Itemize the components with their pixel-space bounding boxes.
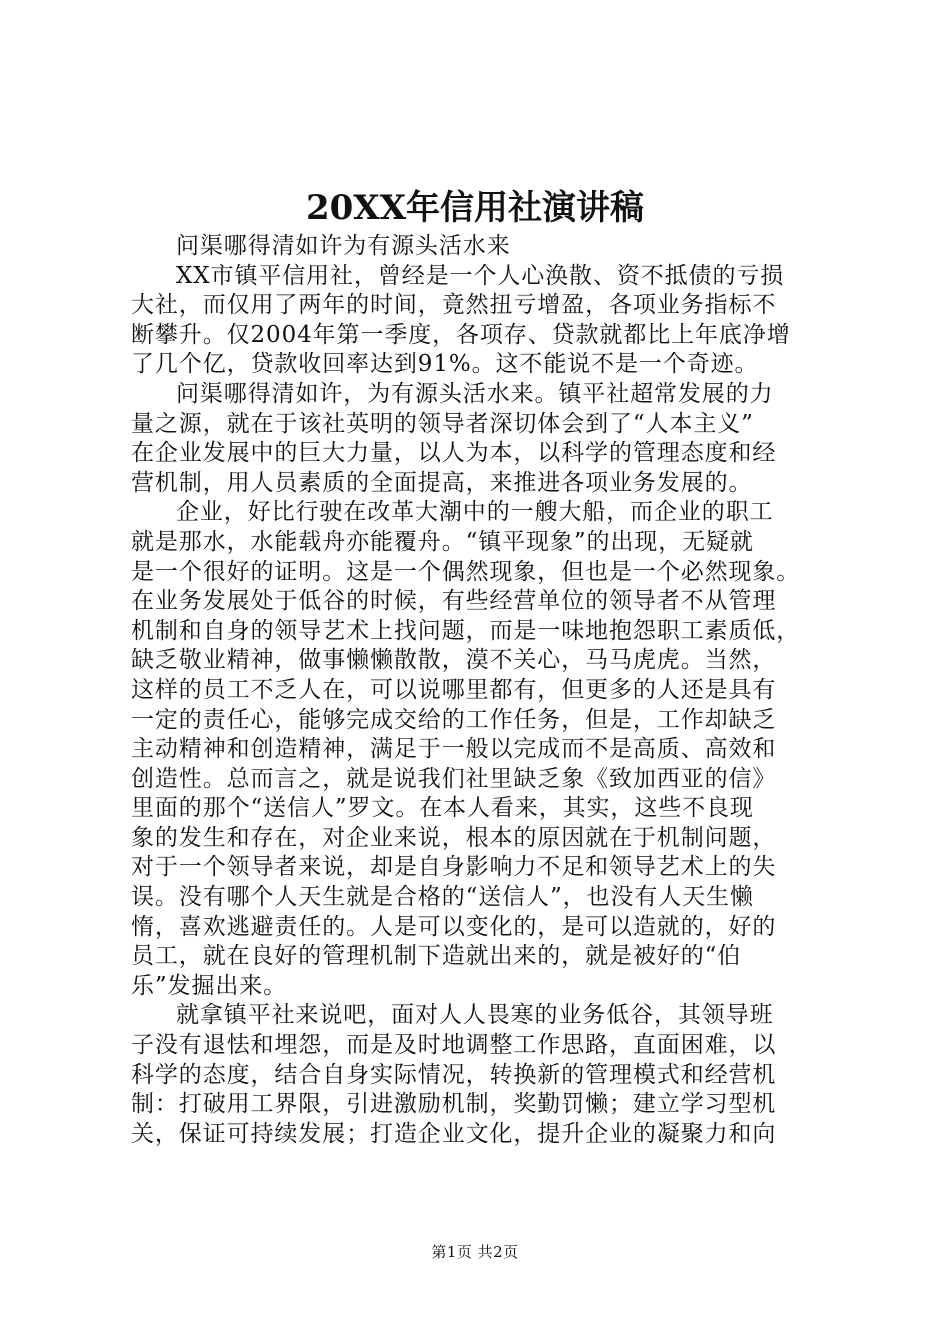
text-line: 就是那水，水能载舟亦能覆舟。“镇平现象”的出现，无疑就 xyxy=(131,528,754,555)
text-line: 在业务发展处于低谷的时候，有些经营单位的领导者不从管理 xyxy=(131,588,777,615)
text-line: 就拿镇平社来说吧，面对人人畏寒的业务低谷，其领导班 xyxy=(176,1002,774,1029)
text-line: 乐”发掘出来。 xyxy=(131,972,288,999)
text-line: 营机制，用人员素质的全面提高，来推进各项业务发展的。 xyxy=(131,469,753,496)
text-line: 大社，而仅用了两年的时间，竟然扭亏增盈，各项业务指标不 xyxy=(131,292,777,319)
document-title: 20XX年信用社演讲稿 xyxy=(305,188,645,228)
text-line: 企业，好比行驶在改革大潮中的一艘大船，而企业的职工 xyxy=(176,499,774,526)
text-line: 是一个很好的证明。这是一个偶然现象，但也是一个必然现象。 xyxy=(131,558,801,585)
text-line: XX市镇平信用社，曾经是一个人心涣散、资不抵债的亏损 xyxy=(176,262,785,289)
text-line: 问渠哪得清如许，为有源头活水来。镇平社超常发展的力 xyxy=(176,380,774,407)
text-line: 主动精神和创造精神，满足于一般以完成而不是高质、高效和 xyxy=(131,736,777,763)
text-line: 一定的责任心，能够完成交给的工作任务，但是，工作却缺乏 xyxy=(131,706,777,733)
text-line: 了几个亿，贷款收回率达到91%。这不能说不是一个奇迹。 xyxy=(131,351,759,378)
text-line: 断攀升。仅2004年第一季度，各项存、贷款就都比上年底净增 xyxy=(131,321,791,348)
text-line: 子没有退怯和埋怨，而是及时地调整工作思路，直面困难，以 xyxy=(131,1032,777,1059)
document-body xyxy=(131,232,833,1149)
text-line: 惰，喜欢逃避责任的。人是可以变化的，是可以造就的，好的 xyxy=(131,913,777,940)
text-line: 在企业发展中的巨大力量，以人为本，以科学的管理态度和经 xyxy=(131,440,777,467)
text-line: 对于一个领导者来说，却是自身影响力不足和领导艺术上的失 xyxy=(131,854,777,881)
text-line: 量之源，就在于该社英明的领导者深切体会到了“人本主义” xyxy=(131,410,754,437)
text-line: 象的发生和存在，对企业来说，根本的原因就在于机制问题， xyxy=(131,824,777,851)
page-footer: 第1页 共2页 xyxy=(431,1243,519,1261)
text-line: 创造性。总而言之，就是说我们社里缺乏象《致加西亚的信》 xyxy=(131,765,777,792)
text-line: 制：打破用工界限，引进激励机制，奖勤罚懒；建立学习型机 xyxy=(131,1091,777,1118)
text-line: 科学的态度，结合自身实际情况，转换新的管理模式和经营机 xyxy=(131,1061,777,1088)
text-line: 误。没有哪个人天生就是合格的“送信人”，也没有人天生懒 xyxy=(131,884,754,911)
text-line: 缺乏敬业精神，做事懒懒散散，漠不关心，马马虎虎。当然， xyxy=(131,647,777,674)
text-line: 关，保证可持续发展；打造企业文化，提升企业的凝聚力和向 xyxy=(131,1120,777,1147)
text-line: 员工，就在良好的管理机制下造就出来的，就是被好的“伯 xyxy=(131,943,742,970)
text-line: 里面的那个“送信人”罗文。在本人看来，其实，这些不良现 xyxy=(131,795,754,822)
text-line: 问渠哪得清如许为有源头活水来 xyxy=(176,233,511,259)
text-line: 这样的员工不乏人在，可以说哪里都有，但更多的人还是具有 xyxy=(131,676,777,703)
text-line: 机制和自身的领导艺术上找问题，而是一味地抱怨职工素质低， xyxy=(131,617,801,644)
